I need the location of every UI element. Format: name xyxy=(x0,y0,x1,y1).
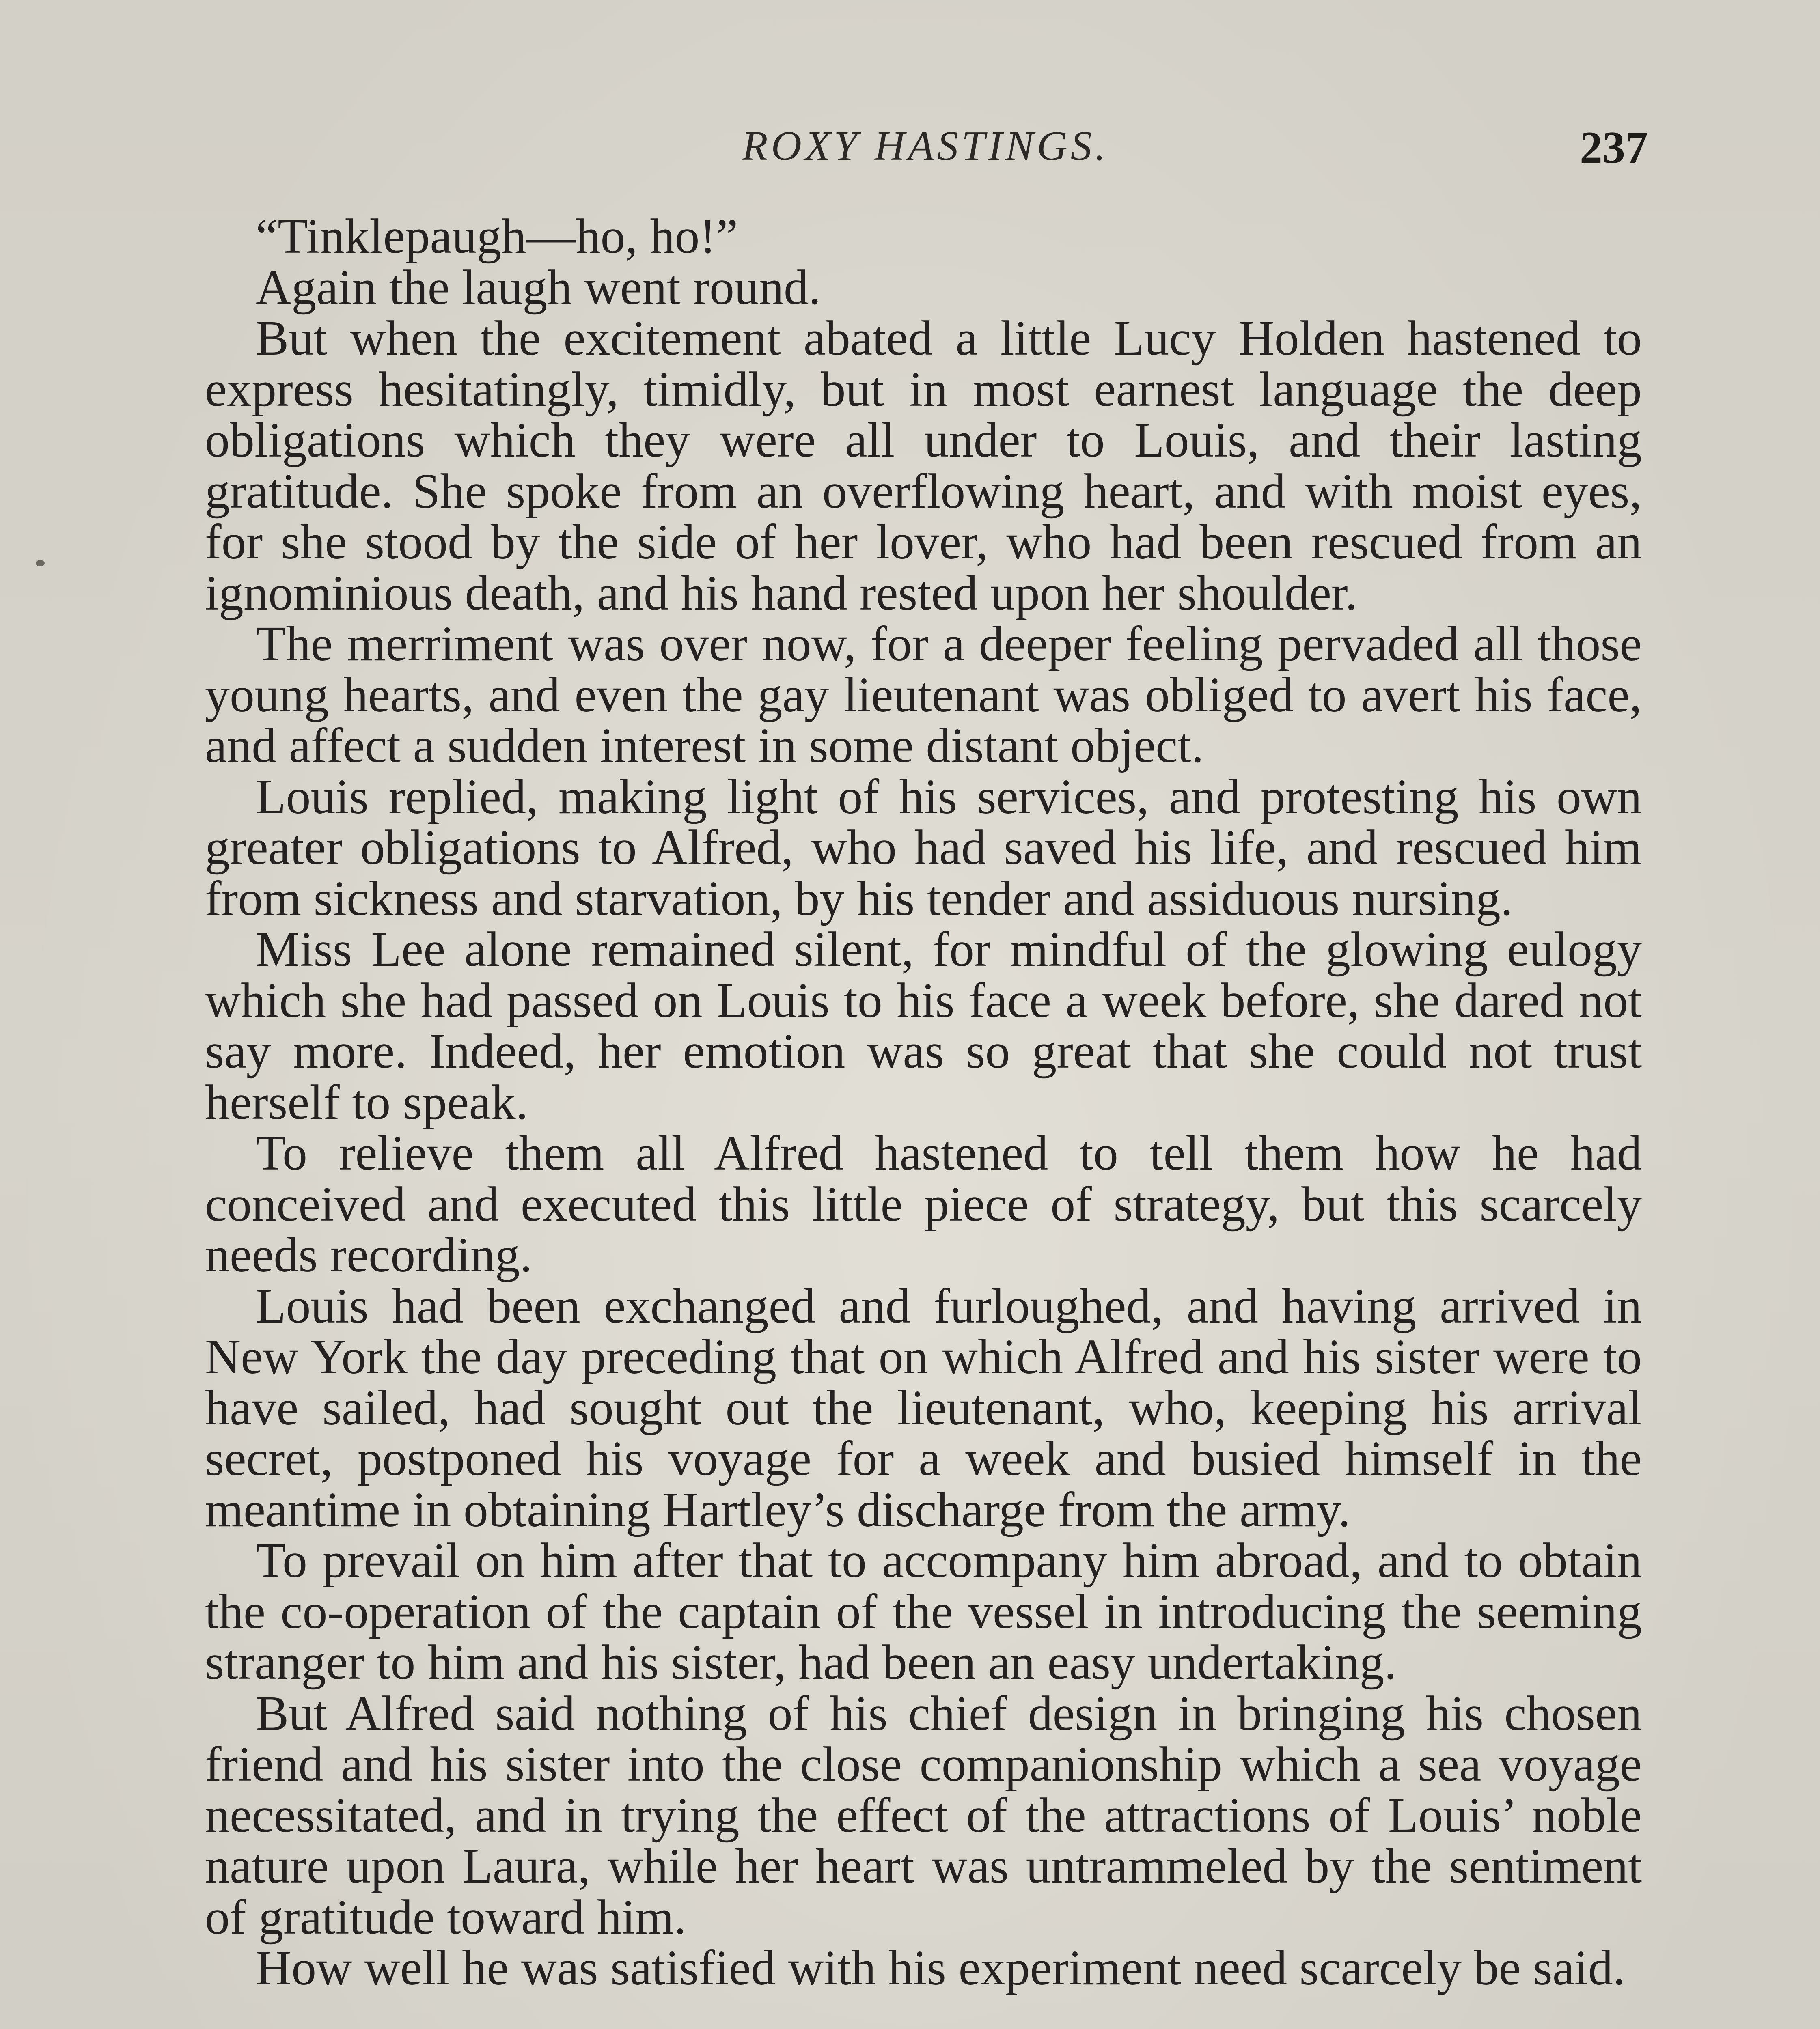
paragraph: Louis had been exchanged and furloughed, and having arrived in New York the day preceding that on which Alfred and his sister were to have sailed, had sought out the lieutenant, who, keeping his arrival secret, postponed his voyage for a week and busied himself in the meantime in obtaining Hartley’s discharge from the army. xyxy=(205,1278,1642,1537)
paragraph: The merriment was over now, for a deeper feeling pervaded all those young hearts, and even the gay lieutenant was obliged to avert his face, and affect a sudden interest in some distant object. xyxy=(205,616,1642,773)
paragraph: To relieve them all Alfred hastened to tell them how he had conceived and executed this little piece of strategy, but this scarcely needs recording. xyxy=(205,1126,1642,1282)
paragraph: How well he was satisfied with his experiment need scarcely be said. xyxy=(256,1941,1626,1995)
paragraph: But Alfred said nothing of his chief design in bringing his chosen friend and his sister into the close companionship which a sea voyage necessitated, and in trying the effect of the attractions of Louis’ noble nature upon Laura, while her heart was untrammeled by the sentiment of gratitude toward him. xyxy=(205,1686,1642,1945)
body-text xyxy=(205,211,1642,1994)
page-number: 237 xyxy=(1580,123,1648,173)
paragraph: Again the laugh went round. xyxy=(256,260,821,315)
paragraph: “Tinklepaugh—ho, ho!” xyxy=(256,209,738,264)
paper-speck xyxy=(36,560,45,566)
running-head: ROXY HASTINGS. xyxy=(742,123,1109,169)
paragraph: Louis replied, making light of his services, and protesting his own greater obligations to Alfred, who had saved his life, and rescued him from sickness and starvation, by his tender and assiduous nursing. xyxy=(205,769,1642,926)
paragraph: But when the excitement abated a little Lucy Holden hastened to express hesitatingly, timidly, but in most earnest language the deep obligations which they were all under to Louis, and their lasting gratitude. She spoke from an overflowing heart, and with moist eyes, for she stood by the side of her lover, who had been rescued from an ignominious death, and his hand rested upon her shoulder. xyxy=(205,311,1642,620)
paragraph: To prevail on him after that to accompany him abroad, and to obtain the co-operation of the captain of the vessel in introducing the seeming stranger to him and his sister, had been an easy undertaking. xyxy=(205,1533,1642,1690)
page-header xyxy=(203,122,1648,187)
paragraph: Miss Lee alone remained silent, for mindful of the glowing eulogy which she had passed on Louis to his face a week before, she dared not say more. Indeed, her emotion was so great that she could not trust herself to speak. xyxy=(205,922,1642,1130)
